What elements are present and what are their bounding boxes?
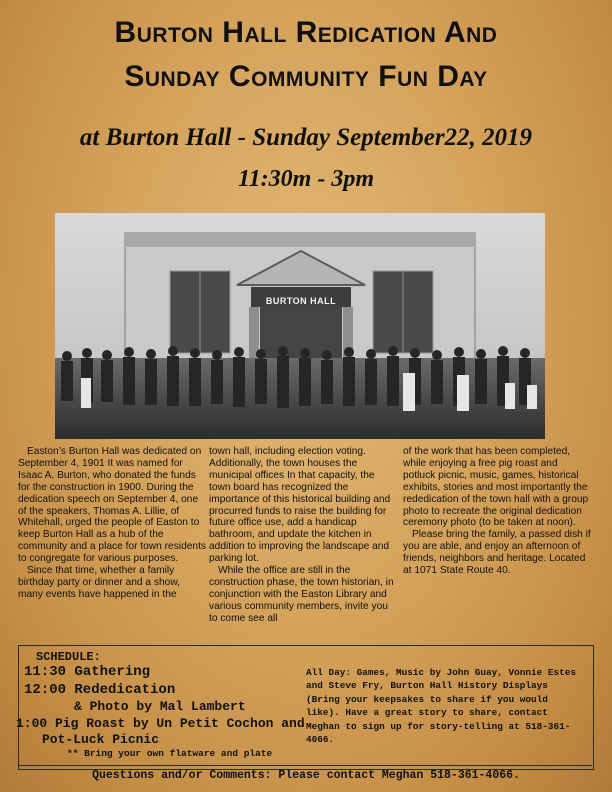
schedule-item: 11:30 Gathering [24, 664, 151, 680]
flyer-title-line-1: Burton Hall Redication And [114, 16, 498, 49]
article-paragraph: Please bring the family, a passed dish if you are able, and enjoy an afternoon of friends, neighbors and heritage. Located at 1071 State Route 40. [403, 529, 591, 577]
event-location-date: at Burton Hall - Sunday September22, 2019 [79, 124, 533, 151]
photo-illustration [55, 213, 545, 439]
article-paragraph: Since that time, whether a family birthday party or dinner and a show, many events have happened in the [18, 565, 180, 600]
article-column-3 [403, 446, 591, 577]
article-paragraph: town hall, including election voting. Additionally, the town houses the municipal offices In that capacity, the town board has recognized the importance of this historical building and procurred funds to raise the building for future office use, add a handicap bathroom, and update the kitchen in addition to improving the landscape and parking lot. [209, 446, 391, 565]
event-time: 11:30m - 3pm [238, 166, 374, 192]
schedule-heading: SCHEDULE: [36, 650, 101, 664]
flyer-title-line-2: Sunday Community Fun Day [124, 60, 488, 93]
hall-cornice [125, 233, 475, 247]
schedule-item: & Photo by Mal Lambert [74, 699, 246, 714]
footer-divider [18, 765, 592, 766]
hall-sign-text: BURTON HALL [265, 296, 337, 306]
schedule-item: 1:00 Pig Roast by Un Petit Cochon and [16, 716, 305, 731]
schedule-note: ** Bring your own flatware and plate [67, 748, 273, 759]
article-column-1 [18, 446, 206, 601]
article-paragraph: Easton’s Burton Hall was dedicated on September 4, 1901 It was named for Isaac A. Burton, who donated the funds for the construction in 1900. During the dedication speech on September 4, one of the speakers, Thomas A. Lillie, of Whitehall, urged the people of Easton to keep Burton Hall as a hub of the community and a place for town residents to congregate for various purposes. [18, 446, 206, 565]
schedule-item: Pot-Luck Picnic [42, 732, 160, 747]
all-day-activities: All Day: Games, Music by John Guay, Vonnie Estes and Steve Fry, Burton Hall History Displays (Bring your keepsakes to share if you would like). Have a great story to share, contact Meghan to sign up for story-telling at 518-361-4066. [306, 667, 577, 746]
schedule-item: 12:00 Rededication [24, 682, 176, 698]
historic-dedication-photo [55, 213, 545, 439]
article-paragraph: of the work that has been completed, while enjoying a free pig roast and potluck picnic, music, games, historical exhibits, stories and most importantly the rededication of the town hall with a group photo to recreate the original dedication ceremony photo (to be taken at noon). [403, 446, 589, 529]
contact-line: Questions and/or Comments: Please contact Meghan 518-361-4066. [92, 769, 520, 782]
article-paragraph: While the office are still in the construction phase, the town historian, in conjunction with the Easton Library and various community members, invite you to come see all [209, 565, 394, 624]
article-column-2 [209, 446, 397, 625]
